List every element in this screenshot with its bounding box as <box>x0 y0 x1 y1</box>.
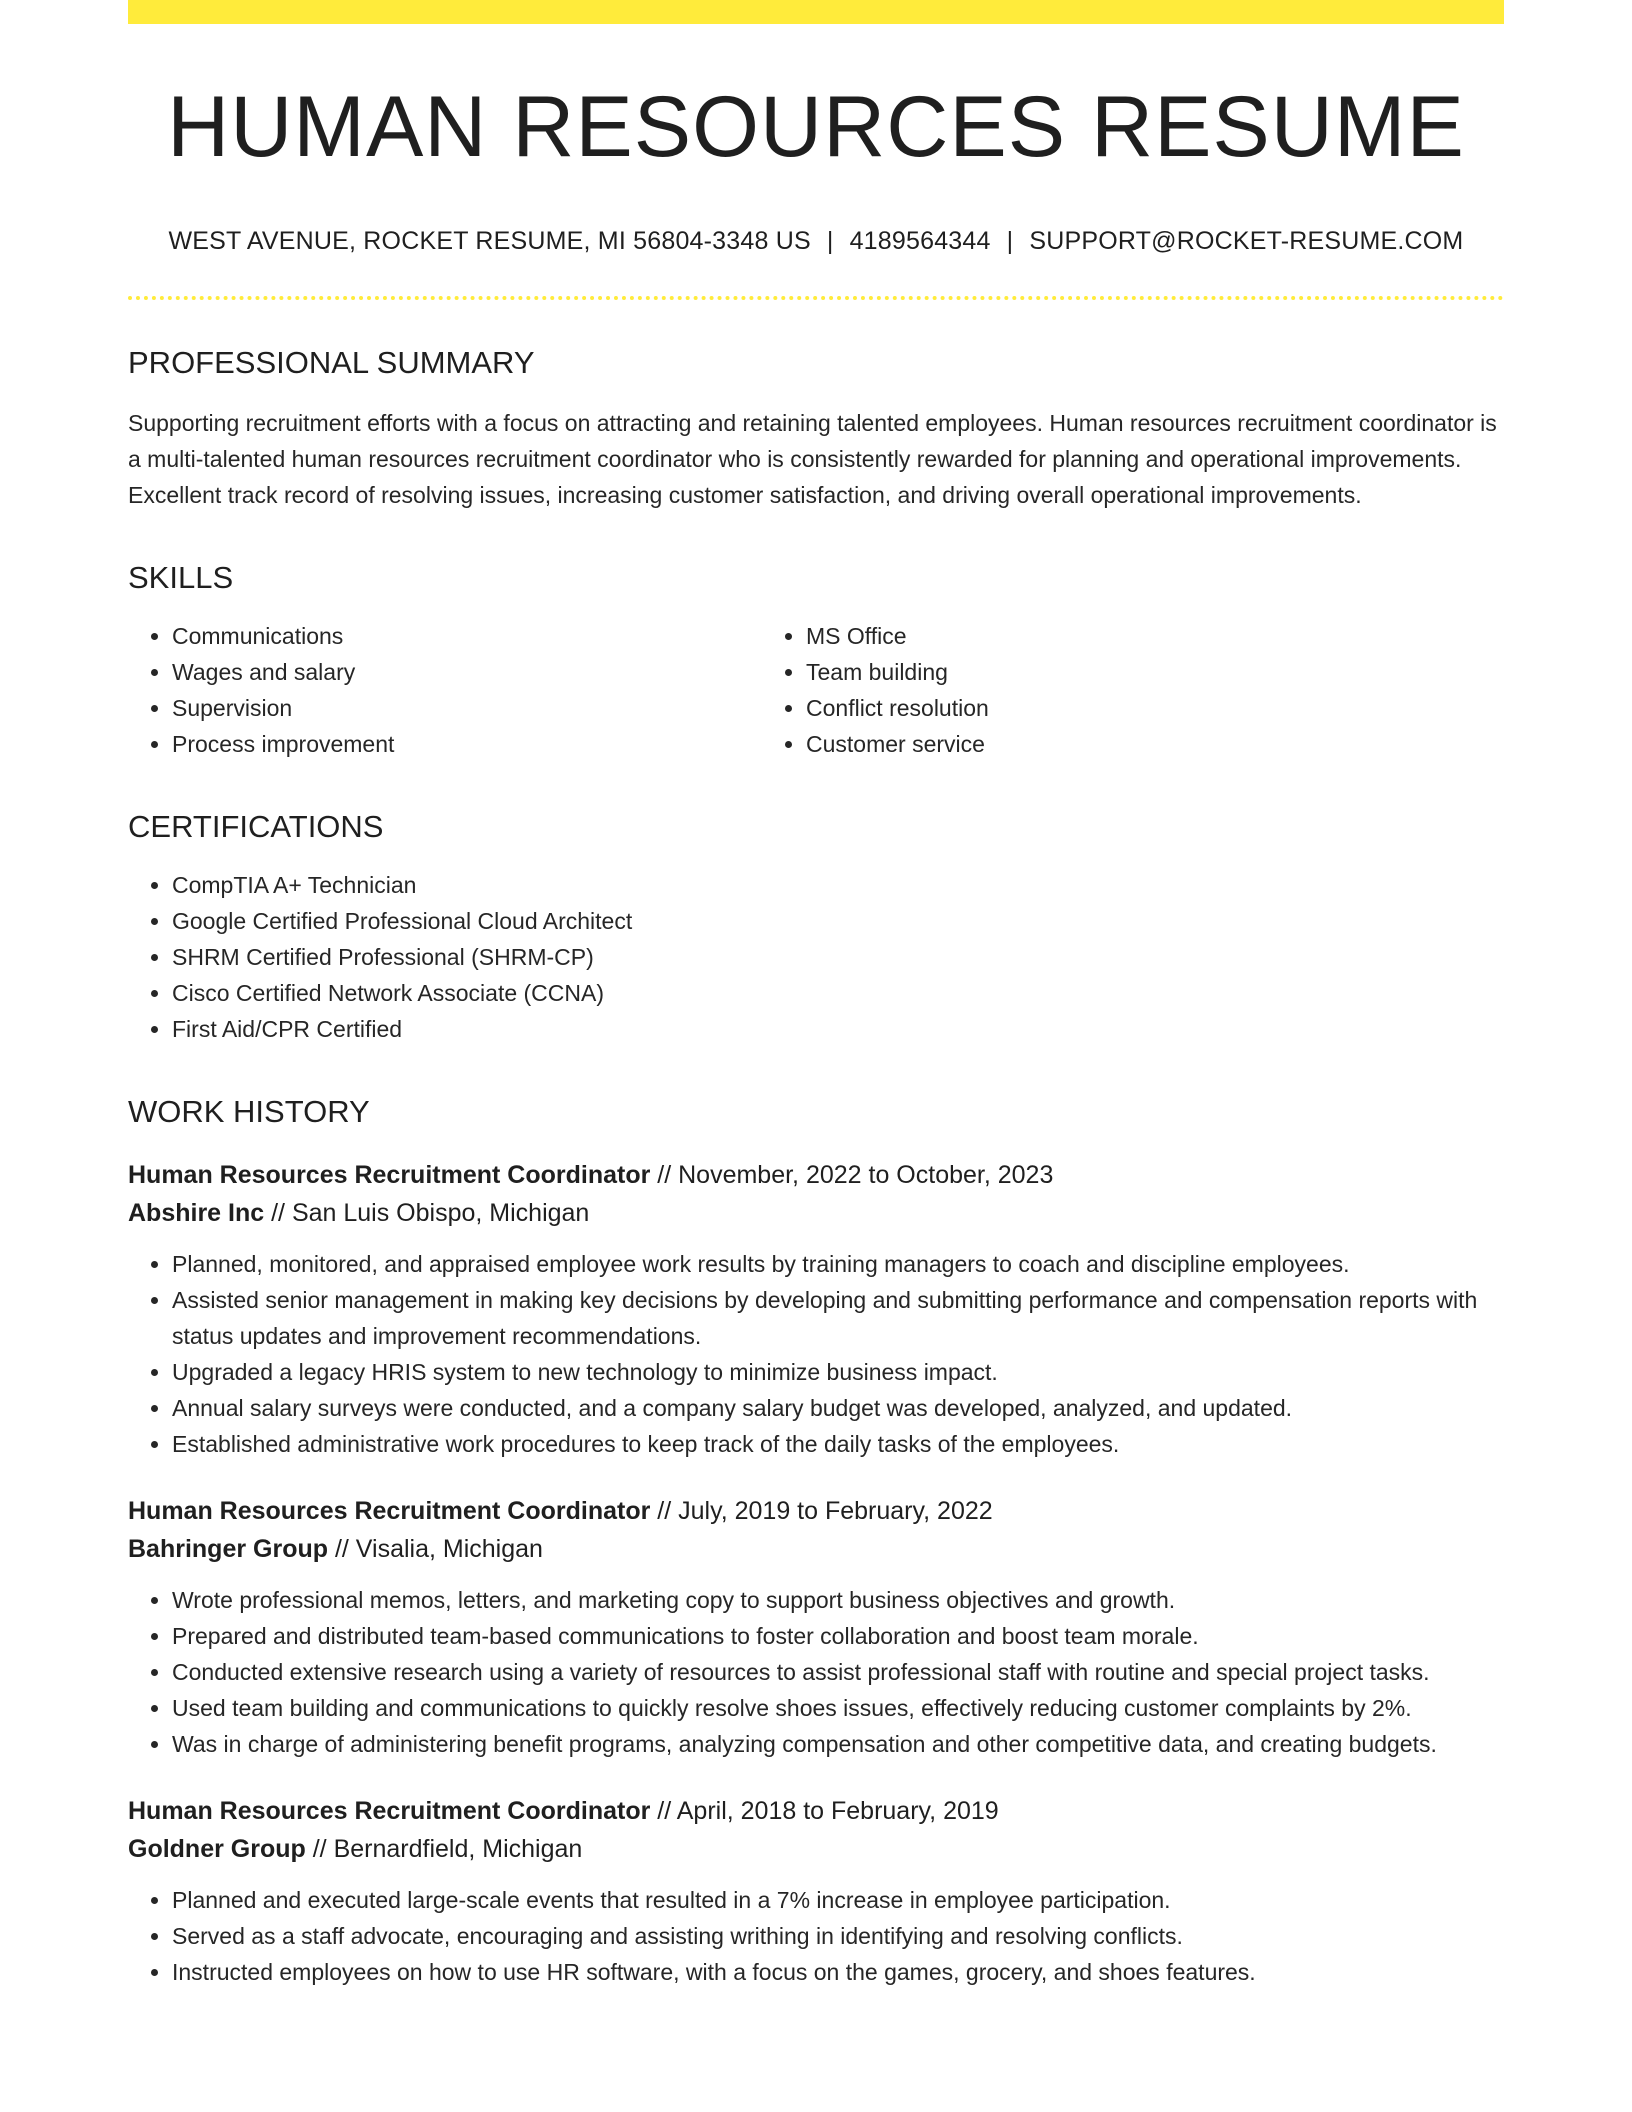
certification-item: • SHRM Certified Professional (SHRM-CP) <box>172 939 1504 975</box>
contact-separator: | <box>1006 226 1014 255</box>
job-bullet: • Planned, monitored, and appraised employee work results by training managers to coach and discipline employees. <box>172 1246 1504 1282</box>
summary-text: Supporting recruitment efforts with a focus on attracting and retaining talented employees. Human resources recruitment coordinator is a multi-talented human resources recruitment coordinator who is consistently rewarded for planning and operational improvements. Excellent track record of resolving issues, increasing customer satisfaction, and driving overall operational improvements. <box>128 409 1497 508</box>
job-bullet: • Annual salary surveys were conducted, and a company salary budget was developed, analyzed, and updated. <box>172 1390 1504 1426</box>
skill-item: • Team building <box>806 654 1396 690</box>
contact-phone: 4189564344 <box>849 226 991 255</box>
accent-bar <box>128 0 1504 24</box>
certification-item: • CompTIA A+ Technician <box>172 867 1504 903</box>
job-entry <box>128 1792 1504 1990</box>
job-location: // Visalia, Michigan <box>334 1535 543 1564</box>
job-title: Human Resources Recruitment Coordinator <box>128 1497 651 1526</box>
skills-grid <box>128 618 1504 762</box>
job-bullet: • Served as a staff advocate, encouraging and assisting writhing in identifying and resolving conflicts. <box>172 1918 1504 1954</box>
job-bullet: • Was in charge of administering benefit programs, analyzing compensation and other competitive data, and creating budgets. <box>172 1726 1504 1762</box>
job-bullet: • Prepared and distributed team-based communications to foster collaboration and boost team morale. <box>172 1618 1504 1654</box>
job-bullet: • Established administrative work procedures to keep track of the daily tasks of the employees. <box>172 1426 1504 1462</box>
resume-title: HUMAN RESOURCES RESUME <box>167 79 1465 175</box>
job-entry <box>128 1492 1504 1762</box>
certifications-heading: CERTIFICATIONS <box>128 808 384 844</box>
contact-line <box>128 227 1504 256</box>
certification-item: • First Aid/CPR Certified <box>172 1011 1504 1047</box>
job-bullet: • Instructed employees on how to use HR software, with a focus on the games, grocery, and shoes features. <box>172 1954 1504 1990</box>
skill-item: • MS Office <box>806 618 1396 654</box>
skill-item: • Supervision <box>172 690 762 726</box>
job-bullet: • Conducted extensive research using a variety of resources to assist professional staff with routine and special project tasks. <box>172 1654 1504 1690</box>
contact-address: WEST AVENUE, ROCKET RESUME, MI 56804-3348 US <box>168 226 811 255</box>
job-bullets <box>128 1246 1504 1462</box>
summary-heading: PROFESSIONAL SUMMARY <box>128 344 535 380</box>
job-location: // San Luis Obispo, Michigan <box>271 1199 590 1228</box>
job-bullets <box>128 1882 1504 1990</box>
skill-item: • Communications <box>172 618 762 654</box>
job-bullet: • Upgraded a legacy HRIS system to new technology to minimize business impact. <box>172 1354 1504 1390</box>
job-title: Human Resources Recruitment Coordinator <box>128 1161 651 1190</box>
certification-item: • Cisco Certified Network Associate (CCNA) <box>172 975 1504 1011</box>
job-title-line <box>128 1792 1504 1830</box>
contact-email: SUPPORT@ROCKET-RESUME.COM <box>1029 226 1464 255</box>
job-dates: // April, 2018 to February, 2019 <box>657 1797 999 1826</box>
skills-list-left <box>128 618 762 762</box>
job-dates: // November, 2022 to October, 2023 <box>657 1161 1054 1190</box>
job-dates: // July, 2019 to February, 2022 <box>657 1497 993 1526</box>
job-company: Abshire Inc <box>128 1199 265 1228</box>
resume-page <box>128 0 1504 1990</box>
certification-item: • Google Certified Professional Cloud Architect <box>172 903 1504 939</box>
certifications-list <box>128 867 1504 1047</box>
job-title: Human Resources Recruitment Coordinator <box>128 1797 651 1826</box>
dotted-divider <box>128 296 1504 300</box>
skill-item: • Customer service <box>806 726 1396 762</box>
job-bullet: • Planned and executed large-scale events that resulted in a 7% increase in employee participation. <box>172 1882 1504 1918</box>
job-company-line <box>128 1830 1504 1868</box>
job-company: Goldner Group <box>128 1835 306 1864</box>
work-history-heading: WORK HISTORY <box>128 1094 370 1130</box>
job-bullet: • Assisted senior management in making key decisions by developing and submitting performance and compensation reports with status updates and improvement recommendations. <box>172 1282 1504 1354</box>
job-bullet: • Used team building and communications to quickly resolve shoes issues, effectively reducing customer complaints by 2%. <box>172 1690 1504 1726</box>
job-bullet: • Wrote professional memos, letters, and marketing copy to support business objectives and growth. <box>172 1582 1504 1618</box>
contact-separator: | <box>826 226 834 255</box>
skill-item: • Process improvement <box>172 726 762 762</box>
job-location: // Bernardfield, Michigan <box>312 1835 583 1864</box>
job-title-line <box>128 1156 1504 1194</box>
job-company-line <box>128 1194 1504 1232</box>
job-bullets <box>128 1582 1504 1762</box>
skills-list-right <box>762 618 1396 762</box>
skills-heading: SKILLS <box>128 559 234 595</box>
skill-item: • Conflict resolution <box>806 690 1396 726</box>
job-company-line <box>128 1530 1504 1568</box>
job-title-line <box>128 1492 1504 1530</box>
job-entry <box>128 1156 1504 1462</box>
job-company: Bahringer Group <box>128 1535 329 1564</box>
skill-item: • Wages and salary <box>172 654 762 690</box>
